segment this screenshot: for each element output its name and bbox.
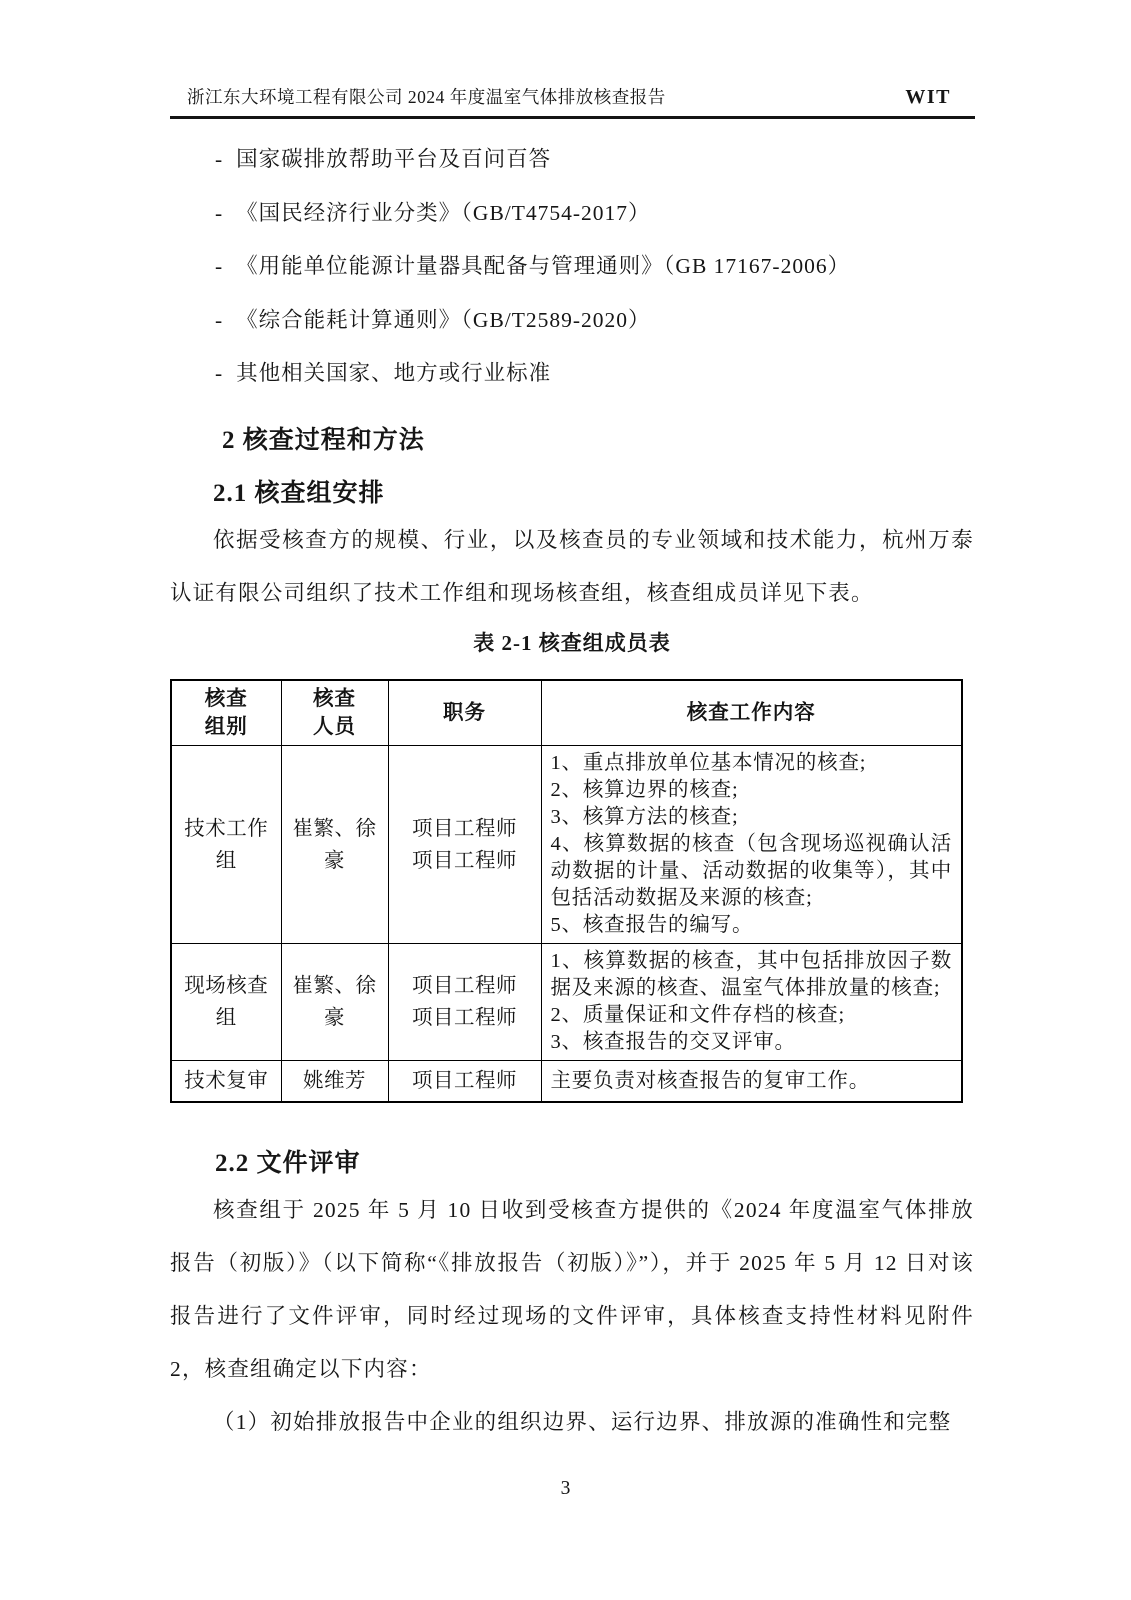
list-item-text: 国家碳排放帮助平台及百问百答 <box>236 147 552 171</box>
duty-line: 1、核算数据的核查，其中包括排放因子数据及来源的核查、温室气体排放量的核查; <box>550 950 952 999</box>
col-header-title <box>388 680 541 746</box>
section-2-1-paragraph: 依据受核查方的规模、行业，以及核查员的专业领域和技术能力，杭州万泰认证有限公司组织了技术工作组和现场核查组，核查组成员详见下表。 <box>170 528 974 605</box>
title-line: 项目工程师 <box>412 975 517 997</box>
cell-titles <box>388 1061 541 1103</box>
bullet-dash: - <box>215 254 224 278</box>
title-line: 项目工程师 <box>412 817 517 840</box>
table-caption: 表 2-1 核查组成员表 <box>473 631 671 655</box>
list-item <box>170 347 974 401</box>
duty-line: 3、核算方法的核查; <box>550 806 739 828</box>
list-item-text: 《综合能耗计算通则》（GB/T2589-2020） <box>236 307 651 332</box>
col-header-members <box>281 680 388 746</box>
table-row <box>171 1061 962 1103</box>
table-row <box>171 746 962 944</box>
list-item-text: 《用能单位能源计量器具配备与管理通则》（GB 17167-2006） <box>236 254 851 278</box>
title-line: 项目工程师 <box>412 1007 517 1029</box>
page-number: 3 <box>560 1478 571 1499</box>
cell-members: 崔繁、徐豪 <box>281 944 388 1061</box>
list-item <box>170 294 974 348</box>
cell-members: 姚维芳 <box>281 1061 388 1103</box>
col-header-line: 组别 <box>204 716 248 738</box>
section-2-1-heading: 2.1 核查组安排 <box>213 480 385 507</box>
bullet-dash: - <box>215 147 224 171</box>
cell-titles <box>388 944 541 1061</box>
cell-group: 技术工作组 <box>171 746 281 944</box>
header-divider <box>170 116 975 119</box>
duty-line: 4、核算数据的核查（包含现场巡视确认活动数据的计量、活动数据的收集等），其中包括活动数据及来源的核查; <box>550 833 952 909</box>
section-2-heading: 2 核查过程和方法 <box>222 427 425 454</box>
duty-line: 5、核查报告的编写。 <box>550 914 754 936</box>
list-item-text: 其他相关国家、地方或行业标准 <box>236 361 552 385</box>
col-header-group <box>171 680 281 746</box>
cell-duties <box>541 746 962 944</box>
bullet-dash: - <box>215 361 224 385</box>
duty-line: 1、重点排放单位基本情况的核查; <box>550 752 867 774</box>
duty-line: 2、核算边界的核查; <box>550 779 739 801</box>
list-item-text: 《国民经济行业分类》（GB/T4754-2017） <box>236 200 651 225</box>
table-header-row <box>171 680 962 746</box>
section-2-2-paragraph: 核查组于 2025 年 5 月 10 日收到受核查方提供的《2024 年度温室气体排放报告（初版）》（以下简称“《排放报告（初版）》”），并于 2025 年 5 月 12 日对该报告进行了文件评审，同时经过现场的文件评审，具体核查支持性材料见附件 2，核查组确定以下内容： <box>170 1198 974 1381</box>
duty-line: 2、质量保证和文件存档的核查; <box>550 1004 845 1026</box>
reference-list <box>170 133 974 401</box>
section-2-2-item-1: （1）初始排放报告中企业的组织边界、运行边界、排放源的准确性和完整 <box>213 1410 952 1434</box>
title-line: 项目工程师 <box>412 1070 517 1092</box>
col-header-line: 人员 <box>313 716 356 738</box>
cell-group: 技术复审 <box>171 1061 281 1103</box>
cell-duties <box>541 944 962 1061</box>
header-title: 浙江东大环境工程有限公司 2024 年度温室气体排放核查报告 <box>187 87 666 107</box>
list-item <box>170 240 974 294</box>
col-header-duties <box>541 680 962 746</box>
bullet-dash: - <box>215 307 224 332</box>
page-header <box>170 84 975 109</box>
col-header-line: 核查工作内容 <box>686 702 816 724</box>
header-brand-wit: WIT <box>905 86 951 108</box>
section-2-2-heading: 2.2 文件评审 <box>215 1150 361 1177</box>
verification-team-table <box>170 679 963 1103</box>
cell-titles <box>388 746 541 944</box>
title-line: 项目工程师 <box>412 849 517 872</box>
cell-members: 崔繁、徐豪 <box>281 746 388 944</box>
cell-duties <box>541 1061 962 1103</box>
col-header-line: 核查 <box>204 688 248 710</box>
bullet-dash: - <box>215 200 224 225</box>
list-item <box>170 187 974 241</box>
col-header-line: 核查 <box>313 688 356 710</box>
col-header-line: 职务 <box>443 702 486 724</box>
duty-line: 3、核查报告的交叉评审。 <box>550 1031 796 1053</box>
duty-line: 主要负责对核查报告的复审工作。 <box>550 1069 870 1092</box>
section-2-2-body <box>170 1184 974 1449</box>
table-row <box>171 944 962 1061</box>
list-item <box>170 133 974 187</box>
cell-group: 现场核查组 <box>171 944 281 1061</box>
